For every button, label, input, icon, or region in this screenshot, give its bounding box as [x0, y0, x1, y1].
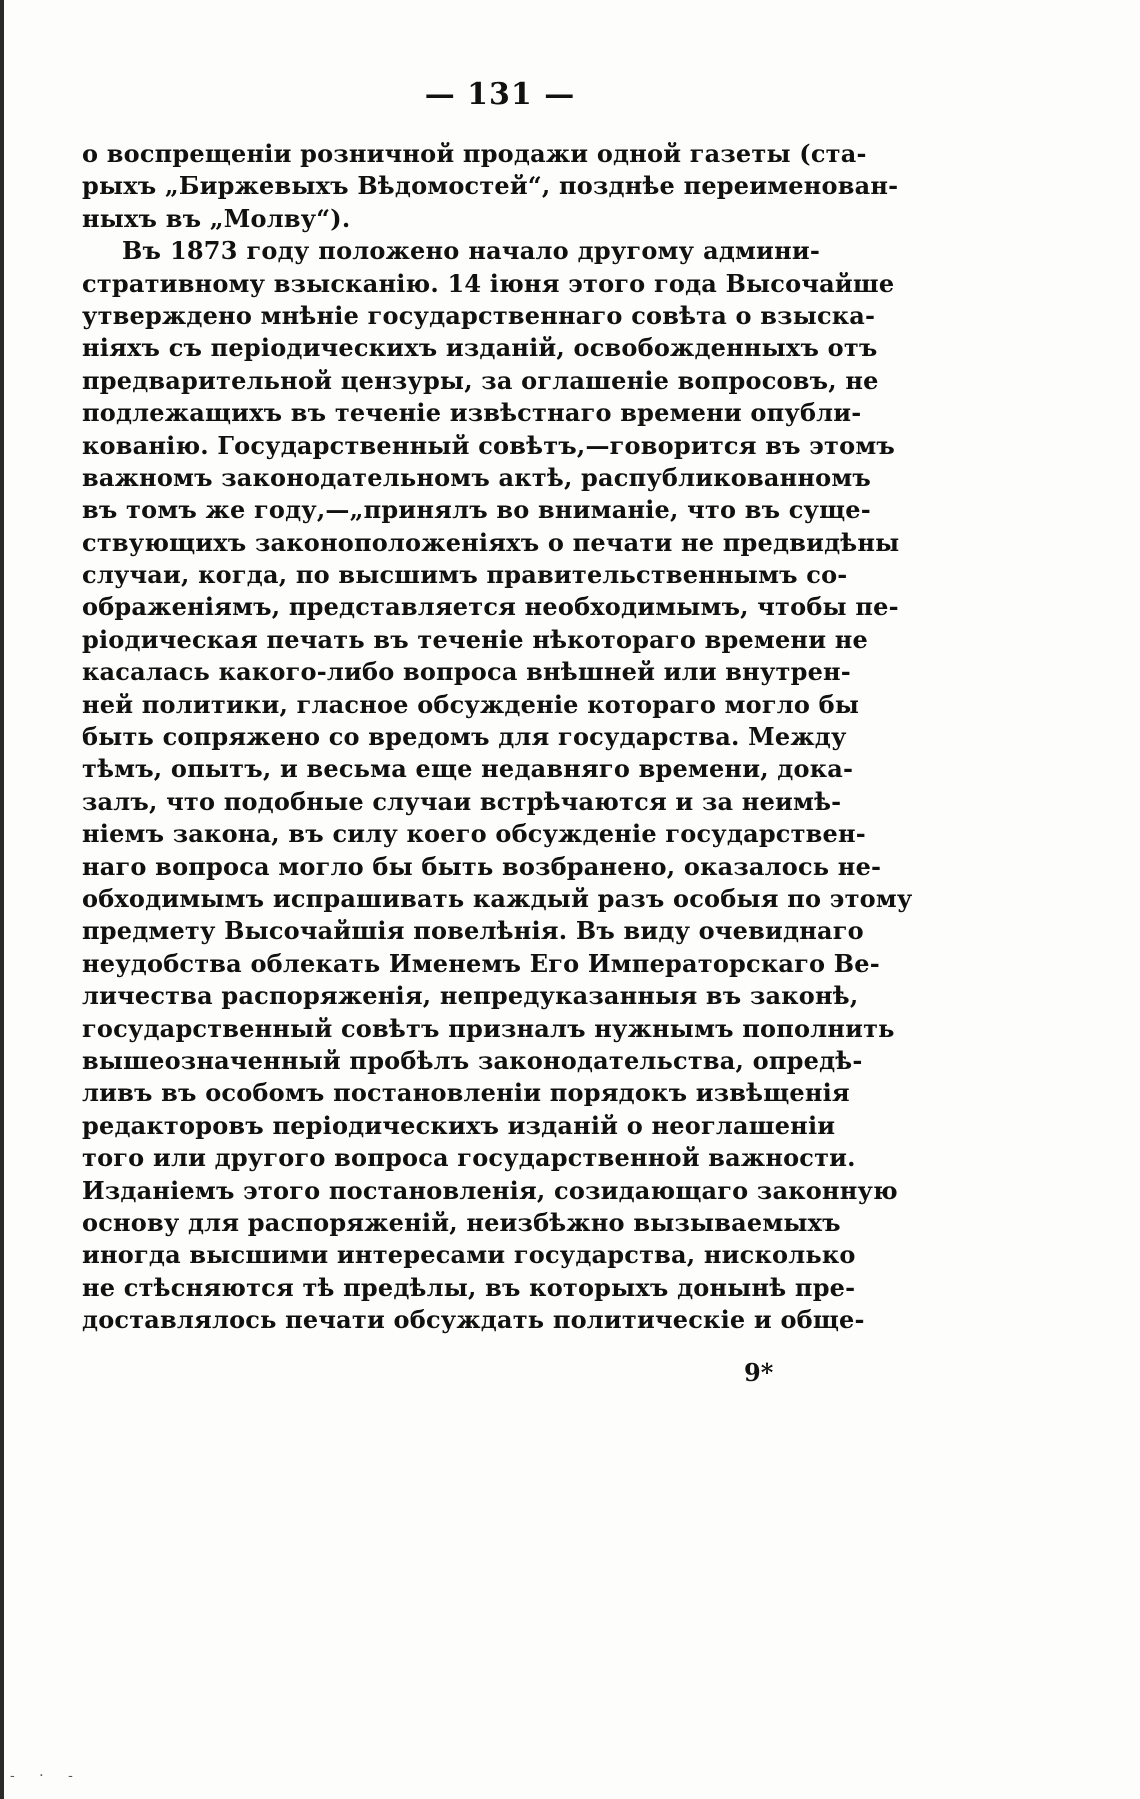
text-line: нiемъ закона, въ силу коего обсужденiе государствен- — [82, 819, 866, 849]
text-line: редакторовъ перiодическихъ изданiй о неоглашенiи — [82, 1110, 836, 1140]
text-line: рiодическая печать въ теченiе нѣкотораго времени не — [82, 624, 868, 654]
text-line: иногда высшими интересами государства, нисколько — [82, 1240, 856, 1270]
text-line: не стѣсняются тѣ предѣлы, въ которыхъ донынѣ пре- — [82, 1272, 856, 1302]
text-line: наго вопроса могло бы быть возбранено, оказалось не- — [82, 851, 882, 881]
text-line: ображенiямъ, представляется необходимымъ, чтобы пе- — [82, 592, 899, 622]
text-line: предварительной цензуры, за оглашенiе вопросовъ, не — [82, 365, 879, 395]
text-line: важномъ законодательномъ актѣ, распубликованномъ — [82, 462, 872, 492]
text-line: вышеозначенный пробѣлъ законодательства, опредѣ- — [82, 1045, 863, 1075]
text-line: ныхъ въ „Молву“). — [82, 203, 351, 233]
page-binding-edge — [0, 0, 4, 1799]
text-line: того или другого вопроса государственной важности. — [82, 1143, 856, 1173]
text-line: кованiю. Государственный совѣтъ,—говорится въ этомъ — [82, 430, 895, 460]
text-line: неудобства облекать Именемъ Его Императорскаго Ве- — [82, 948, 880, 978]
text-line: быть сопряжено со вредомъ для государства. Между — [82, 722, 847, 752]
text-line: доставлялось печати обсуждать политическiе и обще- — [82, 1305, 865, 1335]
text-line: касалась какого-либо вопроса внѣшней или внутрен- — [82, 657, 851, 687]
text-line: основу для распоряженiй, неизбѣжно вызываемыхъ — [82, 1207, 841, 1237]
text-line: рыхъ „Биржевыхъ Вѣдомостей“, позднѣе переименован- — [82, 171, 899, 201]
text-line: ливъ въ особомъ постановленiи порядокъ извѣщенiя — [82, 1078, 850, 1108]
text-line: Изданiемъ этого постановленiя, созидающаго законную — [82, 1175, 898, 1205]
text-line: тѣмъ, опытъ, и весьма еще недавняго времени, дока- — [82, 754, 854, 784]
text-line: о воспрещенiи розничной продажи одной газеты (ста- — [82, 139, 867, 168]
text-line: утверждено мнѣнiе государственнаго совѣта о взыска- — [82, 300, 876, 330]
text-line: предмету Высочайшiя повелѣнiя. Въ виду очевиднаго — [82, 916, 864, 946]
text-line: государственный совѣтъ призналъ нужнымъ пополнить — [82, 1013, 895, 1043]
text-line: Въ 1873 году положено начало другому админи- — [122, 236, 820, 266]
text-line: случаи, когда, по высшимъ правительственнымъ со- — [82, 560, 848, 590]
text-line: ней политики, гласное обсужденiе котораго могло бы — [82, 689, 860, 719]
text-line: подлежащихъ въ теченiе извѣстнаго времени опубли- — [82, 398, 862, 428]
text-line: ствующихъ законоположенiяхъ о печати не предвидѣны — [82, 527, 900, 557]
text-line: въ томъ же году,—„принялъ во вниманiе, что въ суще- — [82, 495, 871, 525]
text-line: залъ, что подобные случаи встрѣчаются и за неимѣ- — [82, 786, 842, 816]
page-number: — 131 — — [424, 77, 576, 112]
body-text — [82, 138, 913, 1336]
text-line: личества распоряженiя, непредуказанныя въ законѣ, — [82, 981, 859, 1011]
text-line: обходимымъ испрашивать каждый разъ особыя по этому — [82, 883, 913, 913]
text-line: стративному взысканiю. 14 iюня этого года Высочайше — [82, 268, 895, 298]
text-line: нiяхъ съ перiодическихъ изданiй, освобожденныхъ отъ — [82, 333, 878, 363]
signature-mark: 9* — [744, 1358, 774, 1387]
edge-marks: - · - — [10, 1768, 83, 1784]
